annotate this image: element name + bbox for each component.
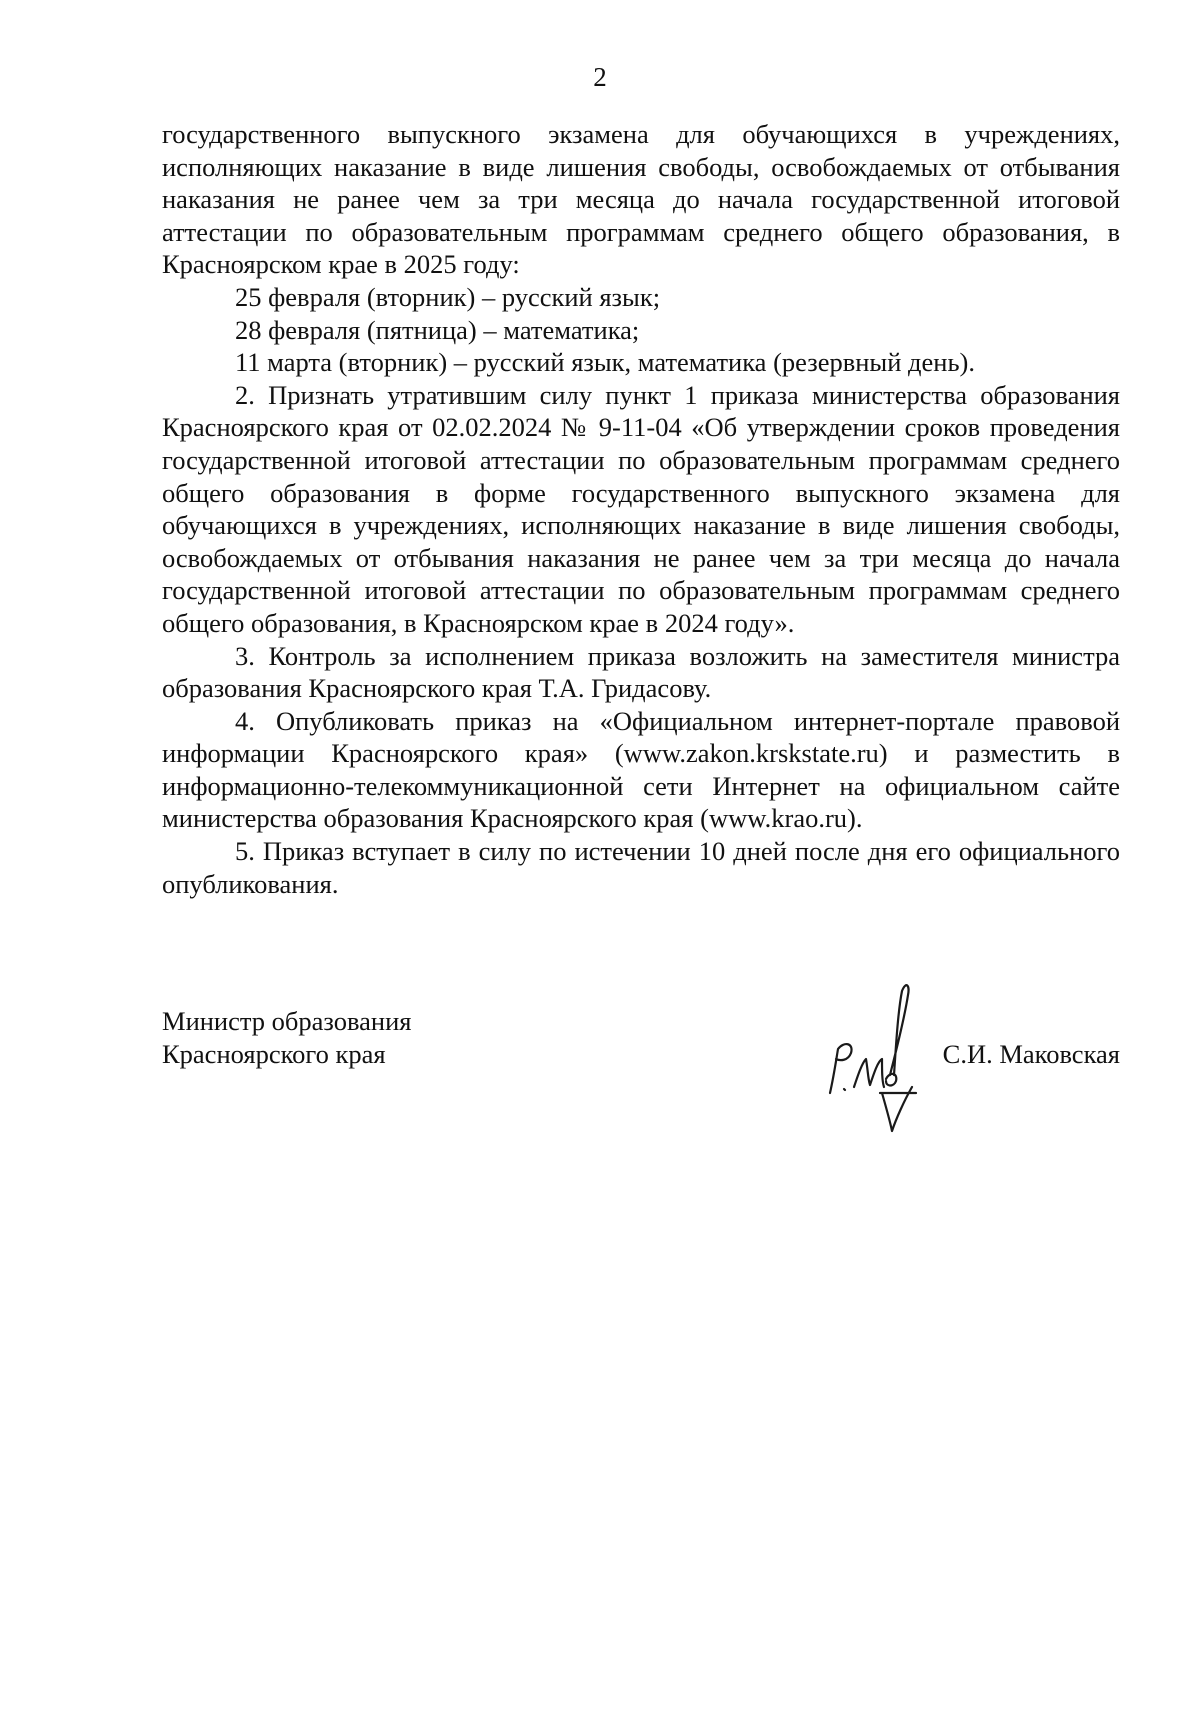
signature-block xyxy=(162,1005,1120,1135)
signer-name: С.И. Маковская xyxy=(942,1039,1120,1069)
signer-title xyxy=(162,1005,582,1071)
page-number: 2 xyxy=(593,62,607,92)
handwritten-signature xyxy=(820,975,930,1135)
schedule-item-2: 28 февраля (пятница) – математика; xyxy=(235,314,640,345)
signer-title-line-1: Министр образования xyxy=(162,1006,412,1036)
document-body xyxy=(162,118,1120,900)
clause-4: 4. Опубликовать приказ на «Официальном интернет-портале правовой информации Красноярского края» (www.zakon.krskstate.ru) и разместить в информационно-телекоммуникационной сети Интернет на официальном сайте министерства образования Красноярского края (www.krao.ru). xyxy=(162,705,1120,834)
schedule-item-3: 11 марта (вторник) – русский язык, математика (резервный день). xyxy=(235,347,975,378)
intro-paragraph: государственного выпускного экзамена для обучающихся в учреждениях, исполняющих наказание в виде лишения свободы, освобождаемых от отбывания наказания не ранее чем за три месяца до начала государственной итоговой аттестации по образовательным программам среднего общего образования, в Красноярском крае в 2025 году: xyxy=(162,119,1120,280)
signer-title-line-2: Красноярского края xyxy=(162,1039,386,1069)
clause-5: 5. Приказ вступает в силу по истечении 10 дней после дня его официального опубликования. xyxy=(162,836,1120,899)
clause-2: 2. Признать утратившим силу пункт 1 приказа министерства образования Красноярского края от 02.02.2024 № 9-11-04 «Об утверждении сроков проведения государственной итоговой аттестации по образовательным программам среднего общего образования в форме государственного выпускного экзамена для обучающихся в учреждениях, исполняющих наказание в виде лишения свободы, освобождаемых от отбывания наказания не ранее чем за три месяца до начала государственной итоговой аттестации по образовательным программам среднего общего образования, в Красноярском крае в 2024 году». xyxy=(162,379,1120,638)
schedule-item-1: 25 февраля (вторник) – русский язык; xyxy=(235,281,661,312)
clause-3: 3. Контроль за исполнением приказа возложить на заместителя министра образования Красноярского края Т.А. Гридасову. xyxy=(162,640,1120,704)
